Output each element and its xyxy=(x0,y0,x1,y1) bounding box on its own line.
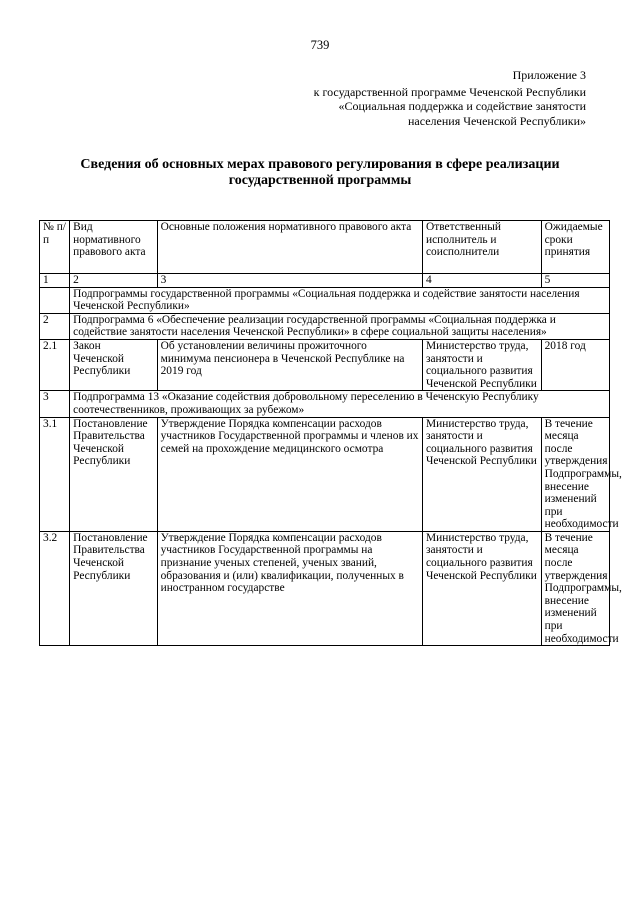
column-number: 4 xyxy=(423,274,542,288)
section-program-title: Подпрограммы государственной программы «Социальная поддержка и содействие занятости населения Чеченской Республики» xyxy=(70,287,610,313)
subprogram-title: Подпрограмма 13 «Оказание содействия добровольному переселению в Чеченскую Республику соотечественников, проживающих за рубежом» xyxy=(70,391,610,417)
row-num: 3.1 xyxy=(40,417,70,531)
table-row xyxy=(40,417,610,531)
act-content: Утверждение Порядка компенсации расходов участников Государственной программы и членов их семей на прохождение медицинского осмотра xyxy=(157,417,422,531)
row-num: 2.1 xyxy=(40,339,70,390)
measures-table xyxy=(39,220,622,646)
act-type: Постановление Правительства Чеченской Республики xyxy=(70,417,157,531)
header-act-type: Вид нормативного правового акта xyxy=(70,221,157,274)
expected-dates: В течение месяца после утверждения Подпрограммы, внесение изменений при необходимости xyxy=(541,417,609,531)
expected-dates: 2018 год xyxy=(541,339,609,390)
act-type: Постановление Правительства Чеченской Республики xyxy=(70,531,157,645)
page-title-line-1: Сведения об основных мерах правового регулирования в сфере реализации xyxy=(80,157,560,172)
column-number: 1 xyxy=(40,274,70,288)
appendix-line-1: к государственной программе Чеченской Республики xyxy=(313,84,586,99)
column-number: 2 xyxy=(70,274,157,288)
row-num: 3 xyxy=(40,391,70,417)
section-row xyxy=(40,287,610,313)
column-number: 5 xyxy=(541,274,609,288)
row-num: 3.2 xyxy=(40,531,70,645)
column-number: 3 xyxy=(157,274,422,288)
page-number: 739 xyxy=(310,38,330,52)
row-num: 2 xyxy=(40,313,70,339)
responsible: Министерство труда, занятости и социального развития Чеченской Республики xyxy=(423,531,542,645)
expected-dates: В течение месяца после утверждения Подпрограммы, внесение изменений при необходимости xyxy=(541,531,609,645)
responsible: Министерство труда, занятости и социального развития Чеченской Республики xyxy=(423,417,542,531)
table-row xyxy=(40,531,610,645)
header-num: № п/п xyxy=(40,221,70,274)
header-responsible: Ответственный исполнитель и соисполнители xyxy=(423,221,542,274)
responsible: Министерство труда, занятости и социального развития Чеченской Республики xyxy=(423,339,542,390)
table-header-row xyxy=(40,221,610,274)
appendix-block xyxy=(314,68,586,128)
table-row xyxy=(40,313,610,339)
appendix-title: Приложение 3 xyxy=(512,68,586,82)
appendix-line-3: населения Чеченской Республики» xyxy=(407,113,586,128)
act-content: Об установлении величины прожиточного минимума пенсионера в Чеченской Республике на 2019 год xyxy=(157,339,422,390)
column-numbers-row xyxy=(40,274,610,288)
act-content: Утверждение Порядка компенсации расходов участников Государственной программы на признание ученых степеней, ученых званий, образования и (или) квалификации, полученных в иностранном государстве xyxy=(157,531,422,645)
appendix-line-2: «Социальная поддержка и содействие занятости xyxy=(338,99,586,113)
page-title xyxy=(40,157,600,188)
act-type: Закон Чеченской Республики xyxy=(70,339,157,390)
header-content: Основные положения нормативного правового акта xyxy=(157,221,422,274)
section-empty-cell xyxy=(40,287,70,313)
table-row xyxy=(40,391,610,417)
page-title-line-2: государственной программы xyxy=(228,172,412,188)
table-row xyxy=(40,339,610,390)
subprogram-title: Подпрограмма 6 «Обеспечение реализации государственной программы «Социальная поддержка и содействие занятости населения Чеченской Республики» в сфере социальной защиты населения» xyxy=(70,313,610,339)
header-dates: Ожидаемые сроки принятия xyxy=(541,221,609,274)
